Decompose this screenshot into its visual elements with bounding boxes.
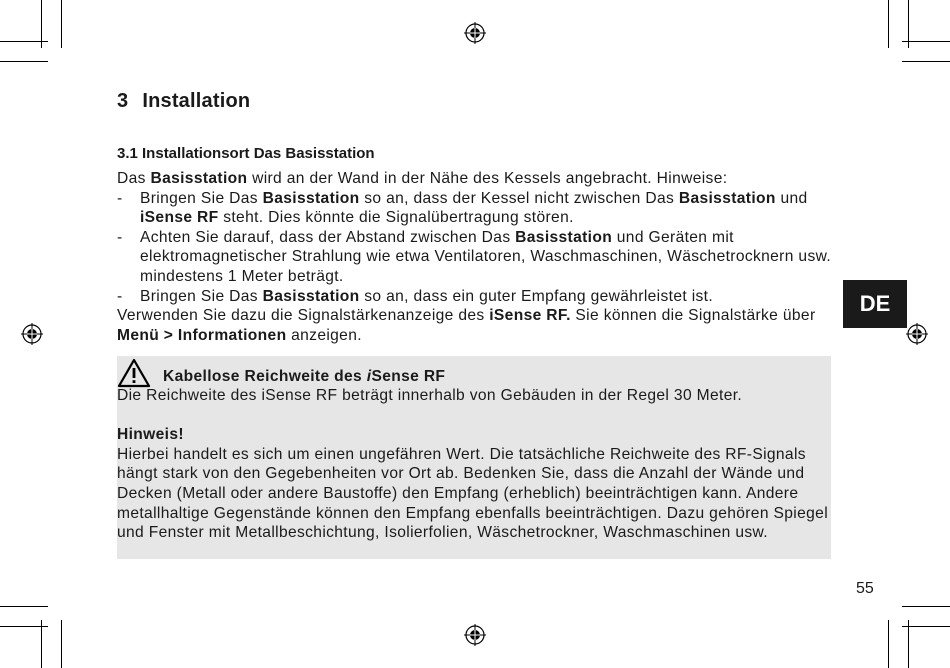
- crop-mark: [908, 620, 909, 668]
- crop-mark: [41, 620, 42, 668]
- crop-mark: [902, 41, 950, 42]
- crop-mark: [902, 626, 950, 627]
- note-heading: Hinweis!: [117, 426, 184, 444]
- registration-mark-icon: [464, 624, 486, 646]
- crop-mark: [61, 0, 62, 48]
- crop-mark: [902, 61, 950, 62]
- section-number: 3: [117, 90, 129, 112]
- crop-mark: [888, 0, 889, 48]
- crop-mark: [0, 41, 48, 42]
- list-item: - Bringen Sie Das Basisstation so an, dass ein guter Empfang gewährleistet ist.: [117, 287, 714, 305]
- warning-header: [117, 364, 831, 386]
- crop-mark: [902, 606, 950, 607]
- body-text: [117, 169, 837, 345]
- registration-mark-icon: [906, 323, 928, 345]
- list-item: - Bringen Sie Das Basisstation so an, dass der Kessel nicht zwischen Das Basisstation und iSense RF steht. Dies könnte die Signalübertragung stören.: [117, 189, 808, 227]
- warning-box: [117, 356, 831, 559]
- crop-mark: [0, 626, 48, 627]
- warning-title: Kabellose Reichweite des iSense RF: [163, 368, 446, 385]
- page-number: 55: [856, 580, 874, 597]
- registration-mark-icon: [21, 323, 43, 345]
- crop-mark: [888, 620, 889, 668]
- subsection-heading: 3.1 Installationsort Das Basisstation: [117, 145, 375, 162]
- crop-mark: [61, 620, 62, 668]
- note-text: Hierbei handelt es sich um einen ungefähren Wert. Die tatsächliche Reichweite des RF-Signals hängt stark von den Gegebenheiten vor Ort ab. Bedenken Sie, dass die Anzahl der Wände und Decken (Metall oder andere Baustoffe) den Empfang (erheblich) beeinträchtigen kann. Andere metallhaltige Gegenstände können den Empfang ebenfalls beeinträchtigen. Dazu gehören Spiegel und Fenster mit Metallbeschichtung, Isolierfolien, Wäschetrockner, Waschmaschinen usw.: [117, 445, 829, 542]
- section-heading: [117, 90, 250, 113]
- section-title: Installation: [142, 90, 251, 112]
- crop-mark: [0, 61, 48, 62]
- warning-triangle-icon: [117, 358, 151, 388]
- registration-mark-icon: [464, 22, 486, 44]
- warning-line: Die Reichweite des iSense RF beträgt innerhalb von Gebäuden in der Regel 30 Meter.: [117, 387, 743, 404]
- language-tab: DE: [843, 280, 907, 328]
- warning-box-content: [117, 364, 831, 543]
- list-item: - Achten Sie darauf, dass der Abstand zwischen Das Basisstation und Geräten mit elektromagnetischer Strahlung wie etwa Ventilatoren, Waschmaschinen, Wäschetrocknern usw. mindestens 1 Meter beträgt.: [117, 228, 832, 285]
- intro-paragraph: Das Basisstation wird an der Wand in der Nähe des Kessels angebracht. Hinweise:: [117, 170, 728, 187]
- closing-paragraph: Verwenden Sie dazu die Signalstärkenanzeige des iSense RF. Sie können die Signalstärke über Menü > Informationen anzeigen.: [117, 307, 816, 344]
- crop-mark: [0, 606, 48, 607]
